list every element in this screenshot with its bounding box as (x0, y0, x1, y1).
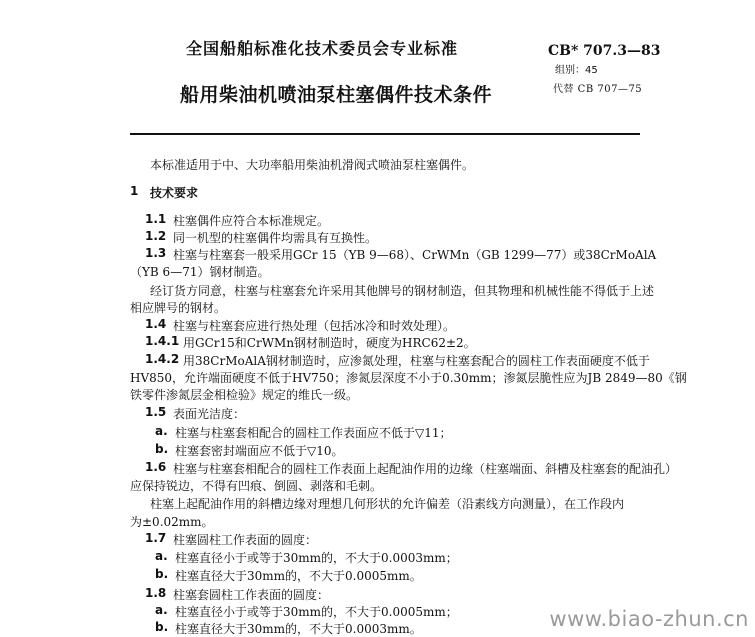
clause-1-3-number: 1.3 (145, 246, 167, 260)
clause-1-5-number: 1.5 (145, 405, 167, 419)
header-divider (130, 133, 640, 135)
standard-number: CB* 707.3—83 (548, 43, 661, 59)
clause-1-2-number: 1.2 (145, 229, 167, 243)
clause-1-6-line-2: 应保持锐边，不得有凹痕、倒圆、剥落和毛刺。 (130, 479, 383, 493)
replaces-standard: 代替 CB 707—75 (553, 84, 643, 95)
edge-paragraph-line-1: 柱塞上起配油作用的斜槽边缘对理想几何形状的允许偏差（沿素线方向测量），在工作段内 (150, 497, 625, 511)
clause-1-4-1-text: 用GCr15和CrWMn钢材制造时，硬度为HRC62±2。 (183, 336, 476, 350)
clause-1-4-2-line-3: 铁零件渗氮层金相检验》规定的维氏一级。 (130, 388, 359, 402)
clause-1-4-2-line-1: 用38CrMoAlA钢材制造时，应渗氮处理，柱塞与柱塞套配合的圆柱工作表面硬度不低于 (183, 354, 650, 368)
clause-1-8-text: 柱塞套圆柱工作表面的圆度： (173, 588, 330, 602)
clause-1-7-text: 柱塞圆柱工作表面的圆度： (173, 533, 318, 547)
site-watermark: www.biao-zhun.cn (549, 607, 749, 631)
clause-1-3-line-2: （YB 6—71）钢材制造。 (130, 265, 270, 279)
clause-1-6-number: 1.6 (145, 460, 167, 474)
clause-1-5-text: 表面光洁度： (173, 407, 246, 421)
clause-1-6-line-1: 柱塞与柱塞套相配合的圆柱工作表面上起配油作用的边缘（柱塞端面、斜槽及柱塞套的配油孔） (173, 462, 678, 476)
clause-1-7-b-text: 柱塞直径大于30mm的，不大于0.0005mm。 (175, 569, 422, 583)
clause-1-4-2-number: 1.4.2 (145, 352, 180, 366)
supply-paragraph-line-1: 经订货方同意，柱塞与柱塞套允许采用其他牌号的钢材制造，但其物理和机械性能不得低于上述 (150, 284, 655, 298)
intro-paragraph: 本标准适用于中、大功率船用柴油机滑阀式喷油泵柱塞偶件。 (150, 158, 475, 172)
clause-1-5-a-text: 柱塞与柱塞套相配合的圆柱工作表面应不低于▽11； (175, 426, 452, 440)
clause-1-5-a-label: a. (155, 424, 168, 438)
section-1-number: 1 (130, 184, 139, 198)
clause-1-7-a-label: a. (155, 549, 168, 563)
clause-1-8-b-label: b. (155, 620, 169, 634)
clause-1-8-number: 1.8 (145, 586, 167, 600)
clause-1-4-2-line-2: HV850，允许端面硬度不低于HV750；渗氮层深度不小于0.30mm；渗氮层脆性应为JB 2849—80《钢 (130, 371, 687, 385)
clause-1-2-text: 同一机型的柱塞偶件均需具有互换性。 (173, 231, 378, 245)
clause-1-8-a-text: 柱塞直径小于或等于30mm的，不大于0.0005mm； (175, 605, 458, 619)
group-number: 组别：45 (555, 65, 598, 76)
clause-1-7-number: 1.7 (145, 531, 167, 545)
clause-1-8-b-text: 柱塞直径大于30mm的，不大于0.0003mm。 (175, 622, 422, 636)
clause-1-5-b-label: b. (155, 442, 169, 456)
edge-paragraph-line-2: 为±0.02mm。 (130, 515, 214, 529)
section-1-title: 技术要求 (150, 186, 199, 200)
clause-1-7-a-text: 柱塞直径小于或等于30mm的，不大于0.0003mm； (175, 551, 458, 565)
issuing-organization: 全国船舶标准化技术委员会专业标准 (186, 39, 459, 58)
supply-paragraph-line-2: 相应牌号的钢材。 (130, 301, 227, 315)
clause-1-4-number: 1.4 (145, 317, 167, 331)
clause-1-1-text: 柱塞偶件应符合本标准规定。 (173, 214, 330, 228)
document-title: 船用柴油机喷油泵柱塞偶件技术条件 (180, 84, 493, 106)
clause-1-8-a-label: a. (155, 603, 168, 617)
clause-1-5-b-text: 柱塞套密封端面应不低于▽10。 (175, 444, 344, 458)
clause-1-7-b-label: b. (155, 567, 169, 581)
clause-1-3-line-1: 柱塞与柱塞套一般采用GCr 15（YB 9—68）、CrWMn（GB 1299—77）或38CrMoAlA (173, 248, 657, 262)
clause-1-1-number: 1.1 (145, 212, 167, 226)
clause-1-4-text: 柱塞与柱塞套应进行热处理（包括冰冷和时效处理）。 (173, 319, 456, 333)
clause-1-4-1-number: 1.4.1 (145, 334, 180, 348)
